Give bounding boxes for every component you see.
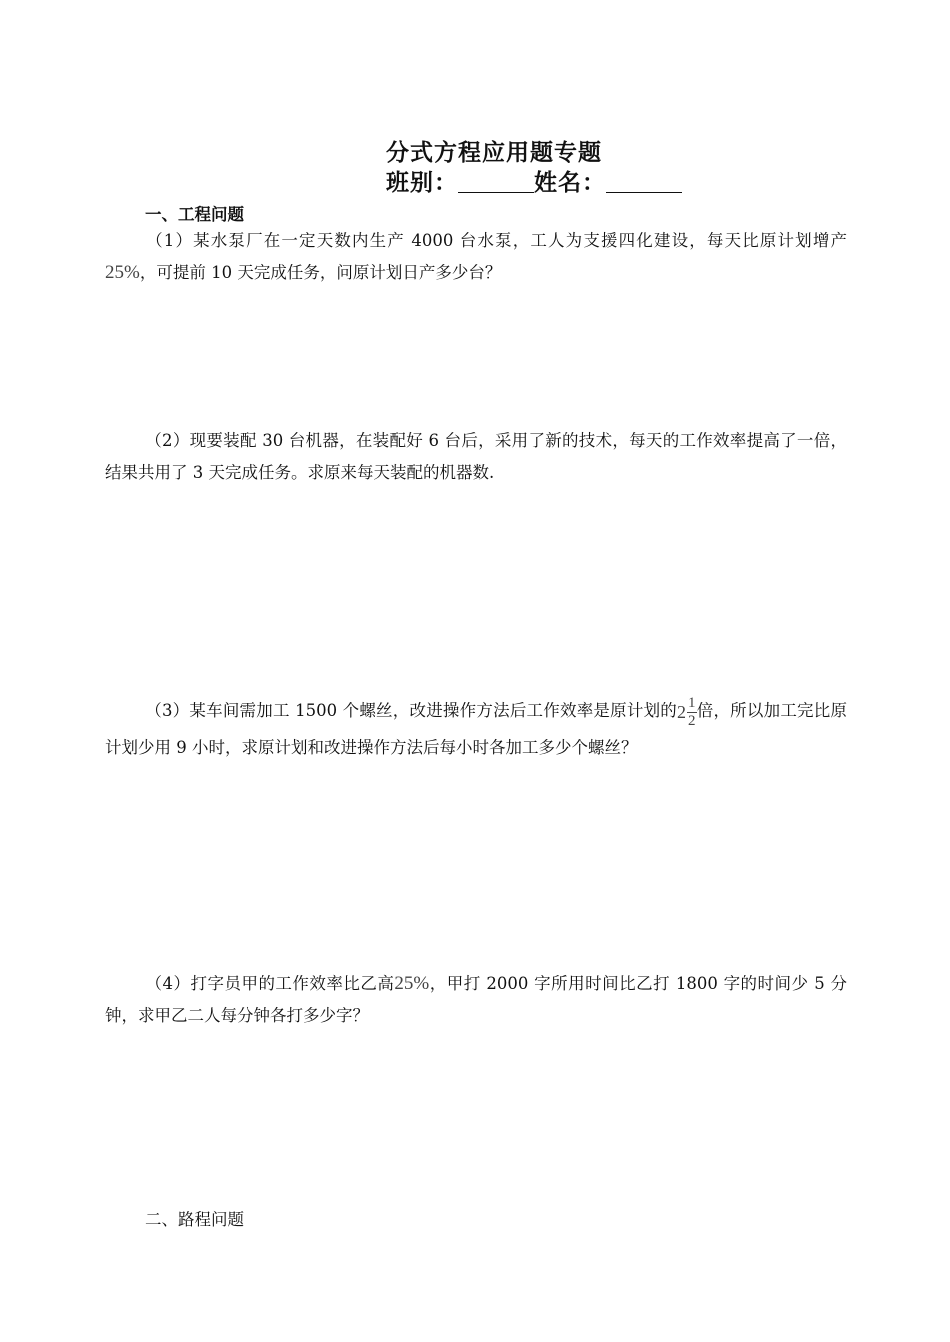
- problem-2-text: （2）现要装配 30 台机器，在装配好 6 台后，采用了新的技术，每天的工作效率提高了一倍，结果共用了 3 天完成任务。求原来每天装配的机器数.: [105, 431, 847, 482]
- section-heading-engineering: 一、工程问题: [145, 205, 244, 224]
- mixed-whole: 2: [677, 702, 687, 723]
- name-label: 姓名：: [534, 169, 606, 196]
- title-block: [386, 138, 682, 198]
- problem-3-text-b: 倍，所以加工完比原计划少用 9 小时，求原计划和改进操作方法后每小时各加工多少个螺丝？: [105, 701, 847, 758]
- section-heading-distance: 二、路程问题: [145, 1210, 244, 1229]
- name-blank[interactable]: [606, 170, 682, 193]
- problem-4-percent: 25%: [394, 973, 430, 994]
- student-info-line: [386, 168, 682, 198]
- problem-4-text-b: ，甲打 2000 字所用时间比乙打 1800 字的时间少 5 分钟，求甲乙二人每分钟各打多少字？: [105, 974, 848, 1025]
- mixed-fraction: [687, 695, 697, 730]
- problem-1-percent: 25%: [105, 262, 140, 283]
- class-blank[interactable]: [458, 170, 534, 193]
- problem-3-mixed-number: [677, 693, 697, 730]
- fraction-numerator: 1: [688, 694, 696, 711]
- problem-4-text-a: （4）打字员甲的工作效率比乙高: [145, 974, 395, 993]
- page-title: 分式方程应用题专题: [386, 139, 602, 166]
- problem-4: [105, 968, 847, 1032]
- problem-1-text-a: （1）某水泵厂在一定天数内生产 4000 台水泵，工人为支援四化建设，每天比原计划增产: [145, 231, 847, 250]
- problem-1-text-b: ，可提前 10 天完成任务，问原计划日产多少台？: [139, 263, 502, 282]
- problem-1: [105, 225, 847, 289]
- problem-3: [105, 693, 847, 766]
- fraction-denominator: 2: [688, 712, 696, 729]
- class-label: 班别：: [386, 169, 458, 196]
- problem-3-text-a: （3）某车间需加工 1500 个螺丝，改进操作方法后工作效率是原计划的: [145, 701, 678, 721]
- problem-2: [105, 425, 847, 489]
